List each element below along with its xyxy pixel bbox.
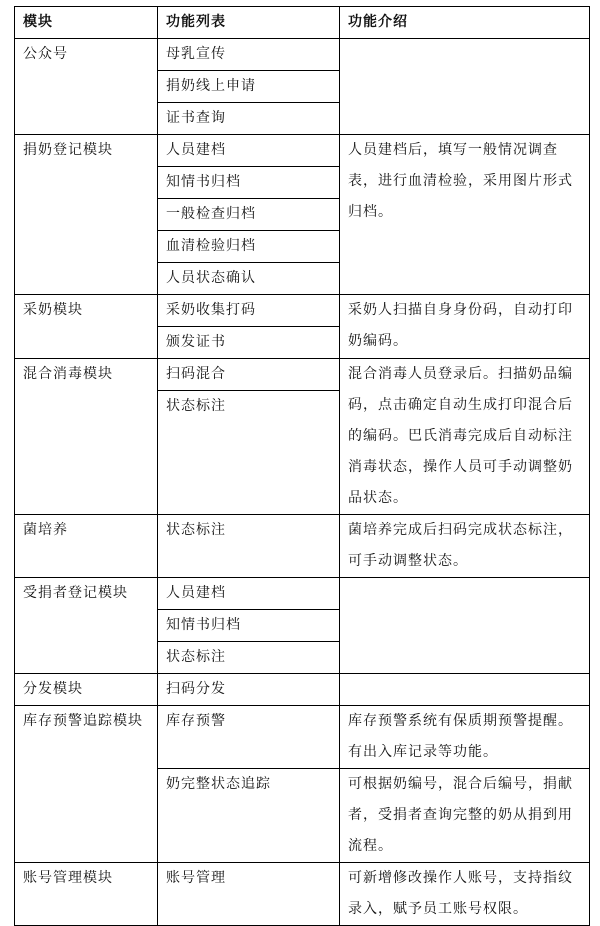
function-cell: 状态标注 — [158, 391, 340, 515]
table-row — [15, 295, 590, 327]
module-cell: 采奶模块 — [15, 295, 158, 359]
function-cell: 扫码分发 — [158, 674, 340, 706]
desc-cell — [340, 578, 590, 674]
function-cell: 血清检验归档 — [158, 231, 340, 263]
function-cell: 库存预警 — [158, 706, 340, 769]
function-cell: 母乳宣传 — [158, 39, 340, 71]
header-function-intro: 功能介绍 — [340, 7, 590, 39]
desc-cell — [340, 39, 590, 135]
function-cell: 人员建档 — [158, 135, 340, 167]
module-cell: 库存预警追踪模块 — [15, 706, 158, 863]
desc-cell: 库存预警系统有保质期预警提醒。有出入库记录等功能。 — [340, 706, 590, 769]
desc-cell — [340, 674, 590, 706]
module-cell: 混合消毒模块 — [15, 359, 158, 515]
function-cell: 颁发证书 — [158, 327, 340, 359]
table-row — [15, 39, 590, 71]
function-cell: 捐奶线上申请 — [158, 71, 340, 103]
header-function-list: 功能列表 — [158, 7, 340, 39]
desc-cell: 可根据奶编号，混合后编号，捐献者，受捐者查询完整的奶从捐到用流程。 — [340, 769, 590, 863]
function-cell: 人员状态确认 — [158, 263, 340, 295]
function-cell: 证书查询 — [158, 103, 340, 135]
table-body — [15, 39, 590, 926]
desc-cell: 菌培养完成后扫码完成状态标注，可手动调整状态。 — [340, 515, 590, 578]
desc-cell: 采奶人扫描自身身份码，自动打印奶编码。 — [340, 295, 590, 359]
function-cell: 采奶收集打码 — [158, 295, 340, 327]
function-cell: 状态标注 — [158, 642, 340, 674]
function-cell: 账号管理 — [158, 863, 340, 926]
function-cell: 扫码混合 — [158, 359, 340, 391]
header-row — [15, 7, 590, 39]
function-cell: 一般检查归档 — [158, 199, 340, 231]
desc-cell: 人员建档后，填写一般情况调查表，进行血清检验，采用图片形式归档。 — [340, 135, 590, 295]
function-table — [14, 6, 590, 926]
module-cell: 受捐者登记模块 — [15, 578, 158, 674]
desc-cell: 可新增修改操作人账号，支持指纹录入，赋予员工账号权限。 — [340, 863, 590, 926]
module-cell: 菌培养 — [15, 515, 158, 578]
module-cell: 分发模块 — [15, 674, 158, 706]
table-row — [15, 706, 590, 769]
table-row — [15, 515, 590, 578]
module-cell: 捐奶登记模块 — [15, 135, 158, 295]
function-cell: 人员建档 — [158, 578, 340, 610]
header-module: 模块 — [15, 7, 158, 39]
module-cell: 账号管理模块 — [15, 863, 158, 926]
table-row — [15, 674, 590, 706]
table-row — [15, 578, 590, 610]
module-cell: 公众号 — [15, 39, 158, 135]
function-cell: 奶完整状态追踪 — [158, 769, 340, 863]
function-cell: 状态标注 — [158, 515, 340, 578]
table-row — [15, 135, 590, 167]
table-row — [15, 359, 590, 391]
function-cell: 知情书归档 — [158, 610, 340, 642]
table-row — [15, 863, 590, 926]
desc-cell: 混合消毒人员登录后。扫描奶品编码，点击确定自动生成打印混合后的编码。巴氏消毒完成后自动标注消毒状态，操作人员可手动调整奶品状态。 — [340, 359, 590, 515]
function-cell: 知情书归档 — [158, 167, 340, 199]
